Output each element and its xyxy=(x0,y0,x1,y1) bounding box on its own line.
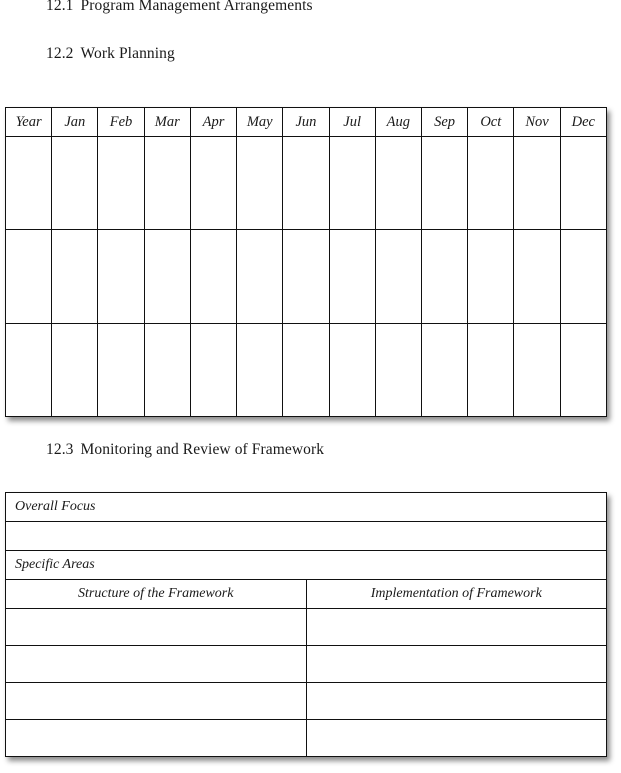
overall-focus-entry[interactable] xyxy=(6,522,607,551)
specific-areas-label-row xyxy=(6,551,607,580)
implementation-entry-cell[interactable] xyxy=(306,720,607,757)
table-cell[interactable] xyxy=(329,137,375,230)
structure-entry-cell[interactable] xyxy=(6,646,307,683)
section-title: Work Planning xyxy=(80,45,175,62)
table-cell[interactable] xyxy=(98,137,144,230)
table-cell[interactable] xyxy=(468,230,514,323)
column-header-sep: Sep xyxy=(421,108,467,137)
column-header-year: Year xyxy=(6,108,52,137)
section-title: Program Management Arrangements xyxy=(80,0,313,14)
table-cell[interactable] xyxy=(98,323,144,416)
specific-areas-label: Specific Areas xyxy=(6,551,607,580)
table-cell[interactable] xyxy=(468,137,514,230)
table-cell[interactable] xyxy=(421,323,467,416)
table-cell[interactable] xyxy=(421,137,467,230)
table-cell[interactable] xyxy=(283,323,329,416)
section-number: 12.3 xyxy=(46,441,74,458)
structure-entry-cell[interactable] xyxy=(6,683,307,720)
table-cell[interactable] xyxy=(560,230,606,323)
table-row xyxy=(6,646,607,683)
table-cell[interactable] xyxy=(98,230,144,323)
table-cell[interactable] xyxy=(237,137,283,230)
table-cell[interactable] xyxy=(237,323,283,416)
table-cell[interactable] xyxy=(237,230,283,323)
table-cell[interactable] xyxy=(6,137,52,230)
table-row xyxy=(6,137,607,230)
section-title: Monitoring and Review of Framework xyxy=(80,441,325,458)
implementation-entry-cell[interactable] xyxy=(306,609,607,646)
implementation-entry-cell[interactable] xyxy=(306,646,607,683)
table-cell[interactable] xyxy=(514,137,560,230)
table-cell[interactable] xyxy=(52,137,98,230)
column-header-nov: Nov xyxy=(514,108,560,137)
table-cell[interactable] xyxy=(421,230,467,323)
column-header-dec: Dec xyxy=(560,108,606,137)
section-heading-12-3 xyxy=(46,441,324,459)
table-cell[interactable] xyxy=(375,137,421,230)
column-header-mar: Mar xyxy=(144,108,190,137)
column-header-may: May xyxy=(237,108,283,137)
table-row xyxy=(6,323,607,416)
section-heading-12-1 xyxy=(46,0,313,15)
column-header-structure: Structure of the Framework xyxy=(6,580,307,609)
structure-entry-cell[interactable] xyxy=(6,609,307,646)
overall-focus-label: Overall Focus xyxy=(6,493,607,522)
table-row xyxy=(6,720,607,757)
overall-focus-label-row xyxy=(6,493,607,522)
table-cell[interactable] xyxy=(560,137,606,230)
table-cell[interactable] xyxy=(514,323,560,416)
column-header-jul: Jul xyxy=(329,108,375,137)
table-cell[interactable] xyxy=(190,323,236,416)
table-cell[interactable] xyxy=(190,137,236,230)
section-number: 12.1 xyxy=(46,0,74,14)
table-cell[interactable] xyxy=(144,230,190,323)
column-header-aug: Aug xyxy=(375,108,421,137)
table-cell[interactable] xyxy=(375,230,421,323)
table-row xyxy=(6,609,607,646)
table-row xyxy=(6,683,607,720)
table-cell[interactable] xyxy=(283,230,329,323)
table-cell[interactable] xyxy=(144,323,190,416)
column-header-jan: Jan xyxy=(52,108,98,137)
table-header-row xyxy=(6,108,607,137)
table-cell[interactable] xyxy=(560,323,606,416)
work-planning-table xyxy=(5,107,607,417)
structure-entry-cell[interactable] xyxy=(6,720,307,757)
table-cell[interactable] xyxy=(514,230,560,323)
column-header-apr: Apr xyxy=(190,108,236,137)
column-header-oct: Oct xyxy=(468,108,514,137)
monitoring-review-table xyxy=(5,492,607,757)
table-cell[interactable] xyxy=(6,323,52,416)
overall-focus-entry-row xyxy=(6,522,607,551)
implementation-entry-cell[interactable] xyxy=(306,683,607,720)
column-header-jun: Jun xyxy=(283,108,329,137)
table-cell[interactable] xyxy=(375,323,421,416)
table-cell[interactable] xyxy=(190,230,236,323)
specific-areas-header-row xyxy=(6,580,607,609)
table-cell[interactable] xyxy=(52,323,98,416)
table-cell[interactable] xyxy=(283,137,329,230)
table-cell[interactable] xyxy=(329,230,375,323)
section-number: 12.2 xyxy=(46,45,74,62)
table-cell[interactable] xyxy=(52,230,98,323)
table-cell[interactable] xyxy=(468,323,514,416)
table-row xyxy=(6,230,607,323)
section-heading-12-2 xyxy=(46,45,175,63)
column-header-feb: Feb xyxy=(98,108,144,137)
table-cell[interactable] xyxy=(329,323,375,416)
column-header-implementation: Implementation of Framework xyxy=(306,580,607,609)
table-cell[interactable] xyxy=(144,137,190,230)
table-cell[interactable] xyxy=(6,230,52,323)
